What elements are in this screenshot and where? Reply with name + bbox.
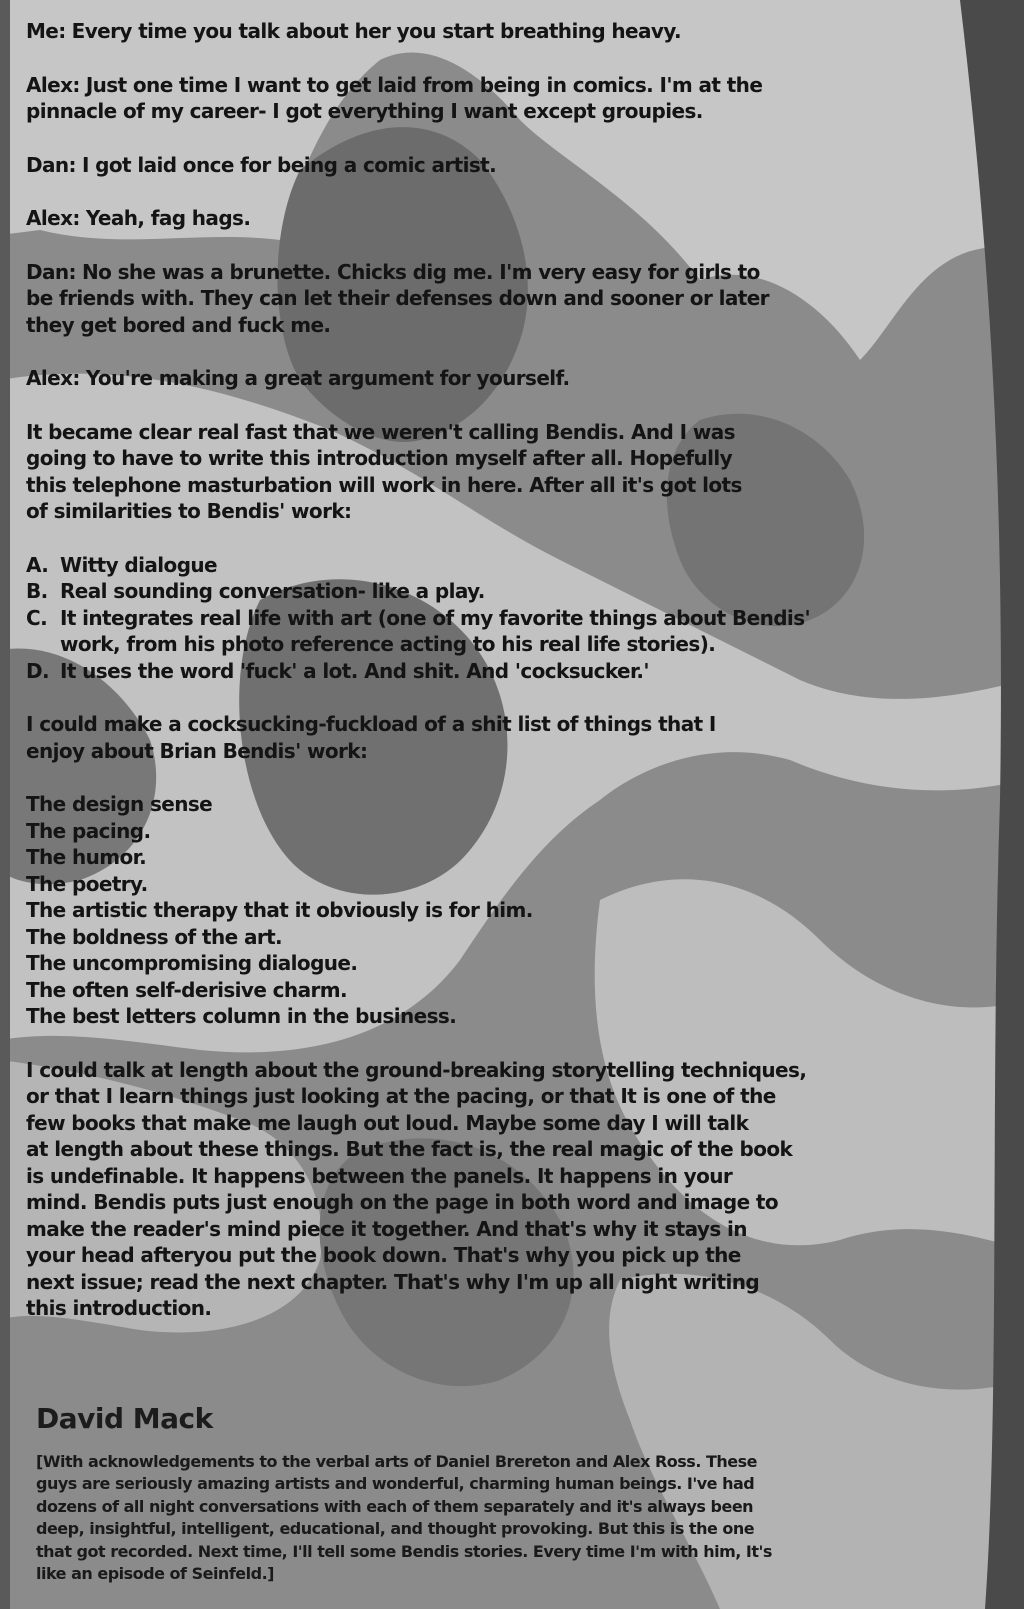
list-item xyxy=(26,605,1002,658)
speaker-label: Me: xyxy=(26,19,66,43)
list-item-text: Real sounding conversation- like a play. xyxy=(60,579,485,603)
dialogue-text: Every time you talk about her you start breathing heavy. xyxy=(71,19,681,43)
list-item: The poetry. xyxy=(26,871,148,896)
speaker-label: Alex: xyxy=(26,206,80,230)
acknowledgement-note: [With acknowledgements to the verbal arts of Daniel Brereton and Alex Ross. These guys are seriously amazing artists and wonderful, charming human beings. I've had dozens of all night conversations with each of them separately and it's always been deep, insightful, intelligent, educational, and thought provoking. But this is the one that got recorded. Next time, I'll tell some Bendis stories. Every time I'm with him, It's like an episode of Seinfeld.] xyxy=(36,1451,772,1583)
list-item: The uncompromising dialogue. xyxy=(26,951,358,975)
list-item: The artistic therapy that it obviously is for him. xyxy=(26,898,533,922)
list-item-text: It uses the word 'fuck' a lot. And shit. And 'cocksucker.' xyxy=(60,658,649,683)
dialogue-text: I got laid once for being a comic artist. xyxy=(81,152,497,177)
dialogue-line xyxy=(26,18,1002,45)
dialogue-line xyxy=(26,205,1002,232)
list-item xyxy=(26,552,1002,579)
speaker-label: Alex: xyxy=(26,72,80,97)
list-item: The boldness of the art. xyxy=(26,924,283,949)
dialogue-text: No she was a brunette. Chicks dig me. I'm very easy for girls to be friends with. They can let their defenses down and sooner or later they get bored and fuck me. xyxy=(26,259,769,337)
list-item: The often self-derisive charm. xyxy=(26,977,347,1002)
list-item: The pacing. xyxy=(26,818,151,843)
speaker-label: Alex: xyxy=(26,366,80,390)
list-item: The humor. xyxy=(26,845,147,869)
dialogue-text: Yeah, fag hags. xyxy=(85,206,251,230)
list-item-text: It integrates real life with art (one of my favorite things about Bendis' work, from his photo reference acting to his real life stories). xyxy=(60,605,811,656)
dialogue-line xyxy=(26,365,1002,392)
list-item: The best letters column in the business. xyxy=(26,1004,457,1028)
dialogue-line xyxy=(26,259,1002,339)
similarities-list xyxy=(26,552,1002,685)
closing-paragraph: I could talk at length about the ground-breaking storytelling techniques, or that I learn things just looking at the pacing, or that It is one of the few books that make me laugh out loud. Maybe some day I will talk at length about these things. But the fact is, the real magic of the book is undefinable. It happens between the panels. It happens in your mind. Bendis puts just enough on the page in both word and image to make the reader's mind piece it together. And that's why it stays in your head afteryou put the book down. That's why you pick up the next issue; read the next chapter. That's why I'm up all night writing this introduction. xyxy=(26,1057,807,1320)
list-item xyxy=(26,658,1002,685)
list-marker: C. xyxy=(26,605,48,630)
list-item-text: Witty dialogue xyxy=(60,552,218,577)
speaker-label: Dan: xyxy=(26,259,76,284)
list-intro-paragraph: I could make a cocksucking-fuckload of a shit list of things that I enjoy about Brian Bendis' work: xyxy=(26,712,716,763)
list-marker: B. xyxy=(26,579,48,603)
intro-paragraph: It became clear real fast that we weren't calling Bendis. And I was going to have to write this introduction myself after all. Hopefully this telephone masturbation will work in here. After all it's got lots of similarities to Bendis' work: xyxy=(26,419,742,523)
dialogue-text: You're making a great argument for yourself. xyxy=(85,366,570,390)
list-marker: D. xyxy=(26,658,49,683)
dialogue-line xyxy=(26,152,1002,179)
list-item xyxy=(26,578,1002,605)
likes-list xyxy=(26,791,1002,1030)
dialogue-line xyxy=(26,72,1002,125)
list-marker: A. xyxy=(26,552,49,577)
dialogue-text: Just one time I want to get laid from being in comics. I'm at the pinnacle of my career- I got everything I want except groupies. xyxy=(26,72,763,123)
author-name: David Mack xyxy=(36,1401,213,1435)
speaker-label: Dan: xyxy=(26,152,76,177)
list-item: The design sense xyxy=(26,792,213,816)
